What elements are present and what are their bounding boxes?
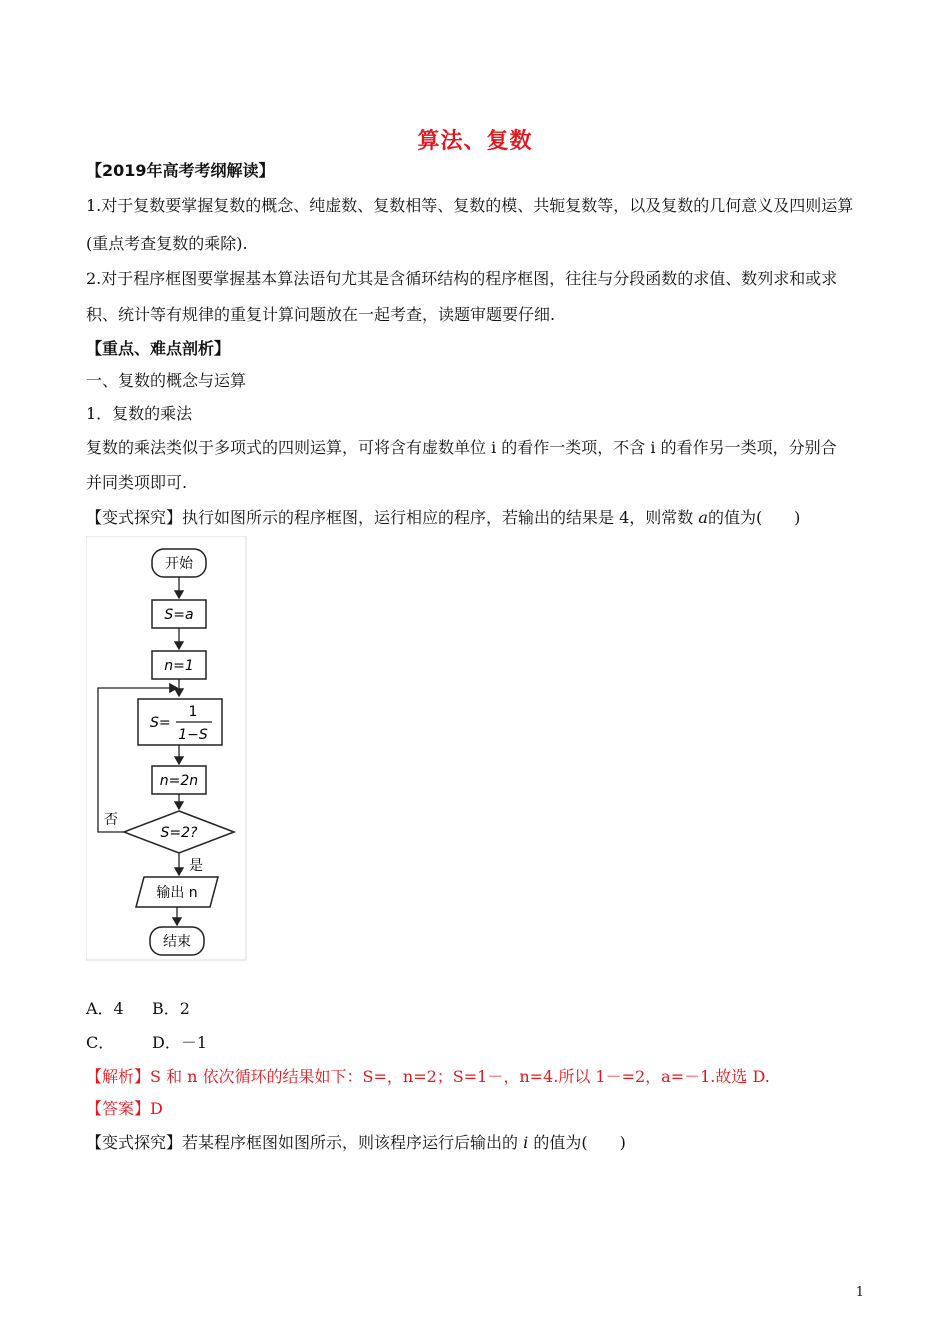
option-d: D．－1 [152,1033,208,1052]
subsection-1: 一、复数的概念与运算 [86,371,247,390]
page-title: 算法、复数 [417,129,533,154]
question2-tail: 的值为( ) [533,1133,626,1152]
answer-tag: 【答案】 [86,1099,151,1118]
options-row-2 [86,1032,207,1054]
options-row-1 [86,998,190,1020]
analysis [86,1066,770,1088]
item2-line2: 积、统计等有规律的重复计算问题放在一起考查，读题审题要仔细. [86,305,556,324]
answer [86,1098,163,1120]
flow-yes-label: 是 [189,858,203,874]
question1 [86,507,800,529]
item2-line1: 2.对于程序框图要掌握基本算法语句尤其是含循环结构的程序框图，往往与分段函数的求值、数列求和或求 [86,269,838,288]
item1-line1: 1.对于复数要掌握复数的概念、纯虚数、复数相等、复数的模、共轭复数等，以及复数的几何意义及四则运算 [86,196,854,215]
flowchart [86,536,248,962]
analysis-text: S 和 n 依次循环的结果如下：S=，n=2；S=1－，n=4.所以 1－=2，a=－1.故选 D. [150,1067,770,1086]
option-b: B．2 [152,999,190,1018]
page-number: 1 [855,1285,864,1300]
syllabus-heading: 【2019年高考考纲解读】 [86,161,275,180]
flow-step4-text: n=2n [159,773,199,789]
flow-cond-text: S=2? [160,825,198,841]
paragraph-line1: 复数的乘法类似于多项式的四则运算，可将含有虚数单位 i 的看作一类项，不含 i 的看作另一类项，分别合 [86,438,837,457]
subsection-1-1: 1．复数的乘法 [86,404,193,423]
analysis-tag: 【解析】 [86,1067,151,1086]
flow-step3-left: S= [150,715,171,731]
flow-output-text: 输出 n [156,885,198,901]
question2-tag: 【变式探究】 [86,1133,183,1152]
flow-no-label: 否 [104,812,118,828]
answer-value: D [150,1099,163,1118]
flow-step3-num: 1 [188,704,198,720]
question1-text: 执行如图所示的程序框图，运行相应的程序，若输出的结果是 4，则常数 [182,508,694,527]
flow-step3-den: 1−S [178,727,208,743]
key-heading: 【重点、难点剖析】 [86,339,231,358]
flow-step2-text: n=1 [164,658,194,674]
flow-end-text: 结束 [163,934,191,950]
option-c: C． [86,1033,115,1052]
question2-text: 若某程序框图如图所示，则该程序运行后输出的 [182,1133,519,1152]
option-a: A．4 [86,999,124,1018]
flow-step1-text: S=a [164,607,194,623]
question2-var: i [523,1133,529,1152]
question1-tag: 【变式探究】 [86,508,183,527]
paragraph-line2: 并同类项即可. [86,473,188,492]
question1-tail: 的值为( ) [707,508,801,527]
item1-line2: (重点考查复数的乘除). [86,234,248,253]
question1-var: a [698,508,708,527]
flow-start-text: 开始 [165,556,193,572]
question2 [86,1132,626,1154]
